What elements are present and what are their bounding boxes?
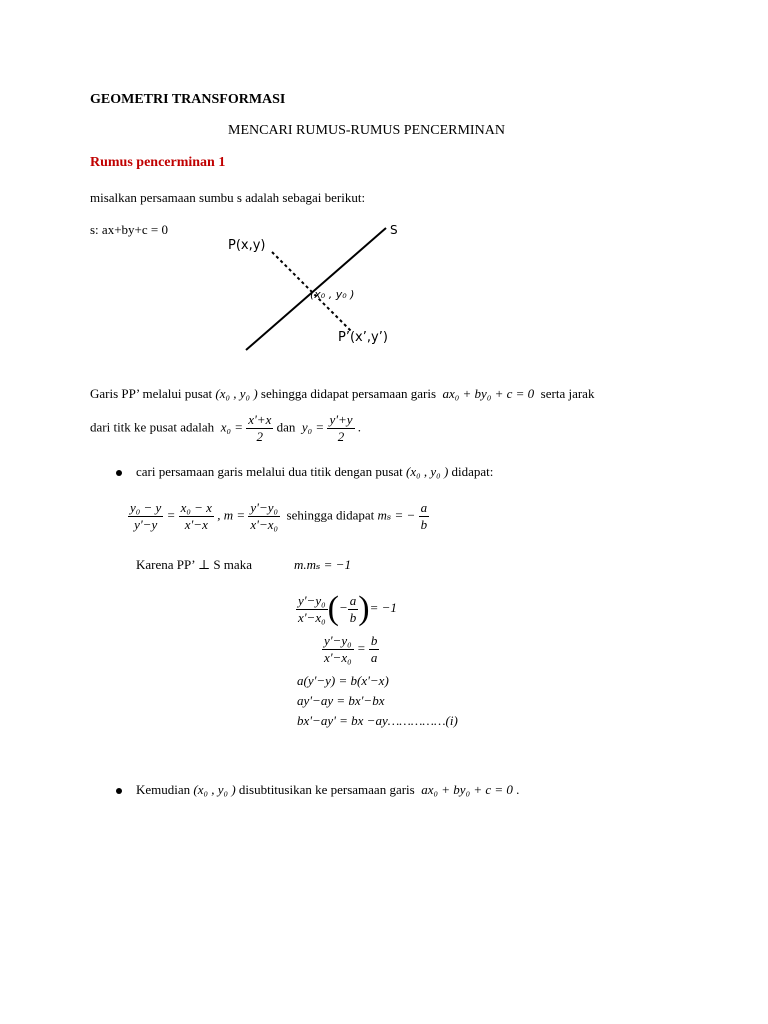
intro-text: misalkan persamaan sumbu s adalah sebagai berikut: [90, 190, 366, 205]
document-subtitle: MENCARI RUMUS-RUMUS PENCERMINAN [228, 123, 505, 138]
perpendicular-statement: Karena PP’ ⊥ S maka [136, 557, 252, 572]
derivation-line-2: $\frac{\text{y'−y₀}}{\text{x'−x₀}}$ = $\frac{b}{a}$ [324, 633, 378, 665]
fraction-ms [419, 500, 430, 533]
d1-paren-den: b [349, 609, 357, 625]
d1-den: x'−x₀ [298, 609, 326, 625]
bullet1-text-a: cari persamaan garis melalui dua titik dengan pusat [136, 464, 403, 479]
label-p-prime: P’(x’,y’) [338, 330, 388, 345]
ms-den: b [420, 517, 428, 532]
x0-numerator: x'+x [248, 412, 272, 427]
d1-fraction [296, 593, 328, 626]
bullet2-text [136, 782, 519, 798]
bullet1-text [136, 464, 493, 480]
sehingga-text: sehingga didapat [286, 507, 375, 523]
para1-center: (x₀ , y₀ ) [215, 386, 258, 401]
axis-equation: s: ax+by+c = 0 [90, 222, 168, 237]
para1-dan: dan [276, 419, 296, 435]
f1-num: y₀ − y [130, 500, 162, 515]
paragraph-line-1 [90, 386, 594, 402]
x0-denominator: 2 [256, 429, 264, 444]
d2-rhs-den: a [370, 650, 378, 665]
document-title: GEOMETRI TRANSFORMASI [90, 92, 286, 107]
ms-num: a [420, 500, 428, 515]
d2-rhs-fraction [369, 633, 380, 666]
reflection-diagram [220, 218, 420, 358]
d1-paren-num: a [349, 592, 357, 608]
f2-den: x'−x [184, 517, 208, 532]
para1-text-c: serta jarak [540, 386, 595, 401]
bullet2-end: . [516, 782, 520, 797]
label-center: (x₀ , y₀ ) [310, 288, 355, 301]
bullet-dot-2 [116, 788, 122, 794]
product-slopes-eq: m.mₛ = −1 [294, 557, 351, 572]
m-eq: , m = [217, 507, 246, 523]
fraction-2 [179, 500, 214, 533]
d1-rhs: = −1 [369, 599, 397, 615]
bullet1-text-b: didapat: [451, 464, 494, 479]
f3-num: y'−y₀ [250, 500, 279, 515]
bullet-dot [116, 470, 122, 476]
d1-paren-fraction [348, 593, 359, 626]
d2-num: y'−y₀ [324, 633, 352, 648]
f2-num: x₀ − x [180, 500, 212, 515]
derivation-line-1: $\frac{\text{y'−y₀}}{\text{x'−x₀}}$ (− $\frac{a}{b}$ )= −1 [298, 590, 397, 627]
f1-den: y'−y [134, 517, 158, 532]
bullet1-center: (x₀ , y₀ ) [406, 464, 449, 479]
derivation-line-3: a(y'−y) = b(x'−x) [297, 673, 389, 688]
fraction-y0 [327, 412, 354, 445]
d2-rhs-num: b [370, 633, 378, 648]
d1-num: y'−y₀ [298, 592, 326, 608]
bullet2-text-a: Kemudian [136, 782, 191, 797]
bullet2-text-b: disubtitusikan ke persamaan garis [238, 782, 415, 797]
paragraph-line-2 [90, 412, 361, 445]
derivation-line-5: bx'−ay' = bx −ay……………(i) [297, 713, 458, 728]
para1-text-b: sehingga didapat persamaan garis [260, 386, 436, 401]
f3-den: x'−x₀ [250, 517, 279, 532]
bullet2-line-eq: ax₀ + by₀ + c = 0 [421, 782, 513, 797]
fraction-1 [128, 500, 163, 533]
label-p: P(x,y) [228, 238, 266, 253]
fraction-3 [248, 500, 280, 533]
y0-denominator: 2 [337, 429, 345, 444]
para1-y0: y₀ = [301, 419, 325, 435]
para1-end: . [357, 419, 362, 435]
para1-text-a: Garis PP’ melalui pusat [90, 386, 213, 401]
para1-text-d: dari titk ke pusat adalah [90, 419, 215, 435]
label-s: S [390, 223, 398, 237]
ms-eq: mₛ = − [377, 507, 416, 523]
two-point-formula: $\frac{\text{y₀ − y}}{y'-y}$ = $\frac{\text{x₀ − x}}{x'-x}$ , m = $\frac{\text{y'−y₀}}{\text{x'−x₀}}$ sehingga didapat mₛ = − $\frac{a}{b}$ [130, 500, 428, 532]
derivation-line-4: ay'−ay = bx'−bx [297, 693, 385, 708]
bullet2-center: (x₀ , y₀ ) [193, 782, 236, 797]
para1-line-eq: ax₀ + by₀ + c = 0 [442, 386, 535, 401]
d2-den: x'−x₀ [324, 650, 352, 665]
fraction-x0 [246, 412, 273, 445]
para1-x0: x₀ = [220, 419, 243, 435]
y0-numerator: y'+y [329, 412, 353, 427]
section-heading: Rumus pencerminan 1 [90, 155, 226, 170]
d2-fraction [322, 633, 354, 666]
